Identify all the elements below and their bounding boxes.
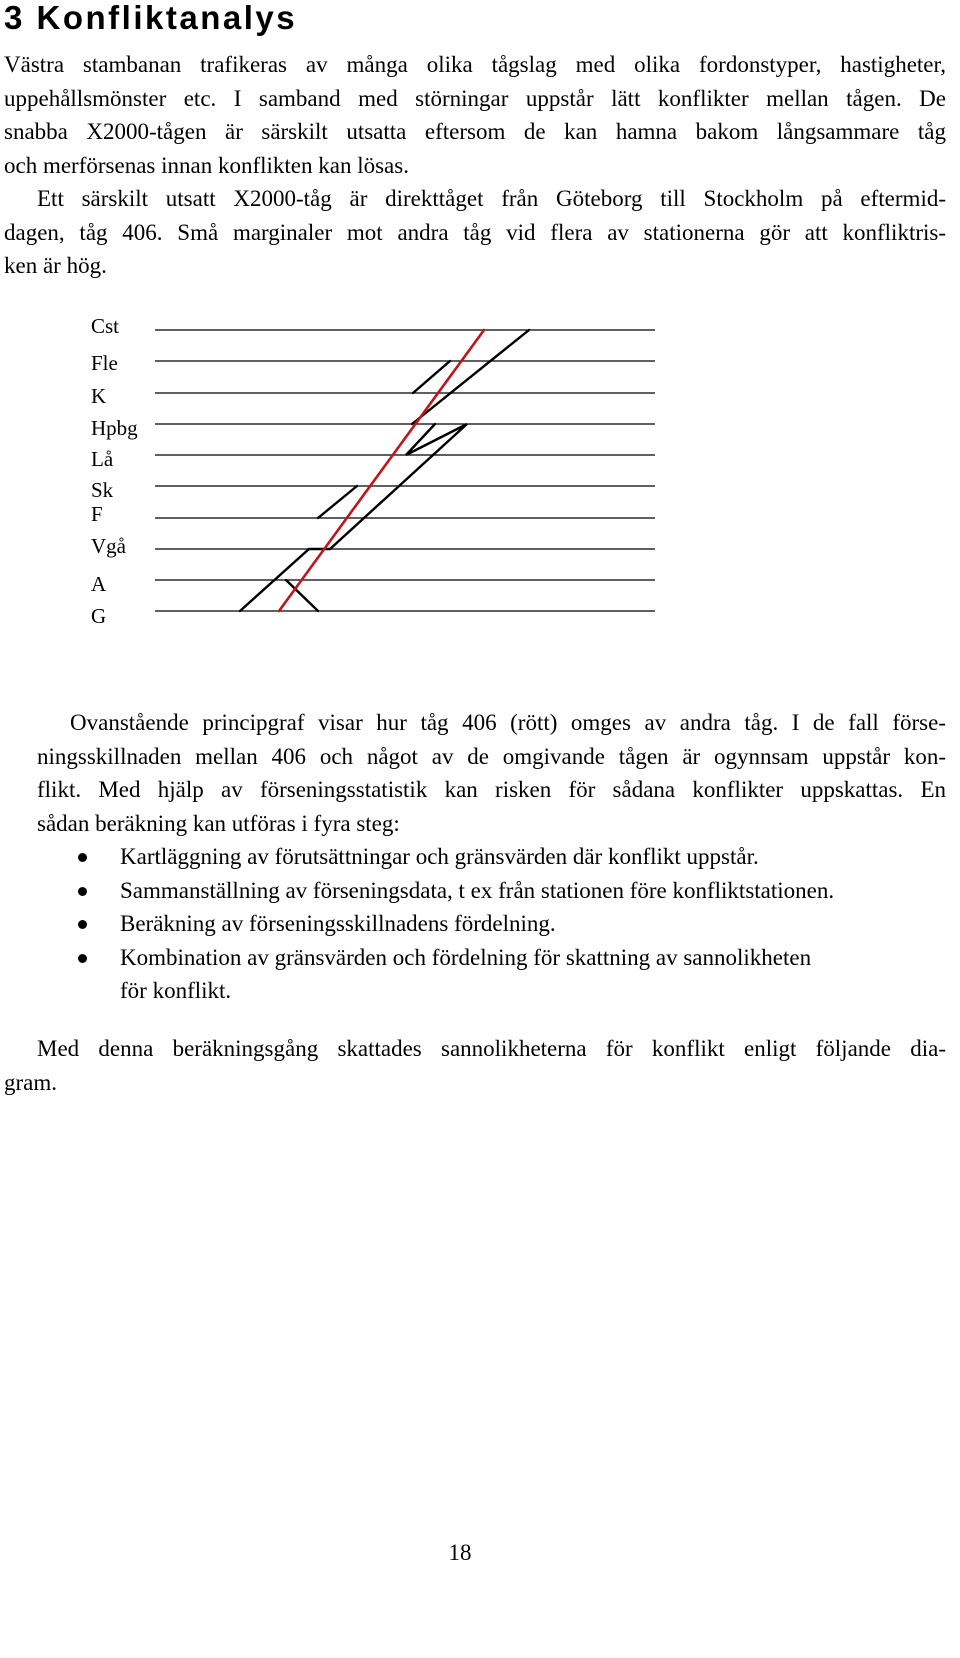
bullet-icon — [78, 954, 87, 963]
text-line: gram. — [4, 1069, 58, 1095]
other-train-paths — [240, 330, 529, 611]
text-line: Ovanstående principgraf visar hur tåg 406 (rött) omges av andra tåg. I de fall förse- — [70, 710, 946, 735]
station-label-vga: Vgå — [91, 534, 126, 558]
list-item-text: Kombination av gränsvärden och fördelning för skattning av sannolikheten — [120, 944, 812, 970]
list-item-text: för konflikt. — [120, 978, 232, 1003]
station-label-f: F — [91, 502, 103, 526]
text-line: flikt. Med hjälp av förseningsstatistik kan risken för sådana konflikter uppskattas. En — [37, 777, 946, 802]
station-label-k: K — [91, 384, 107, 408]
page-number: 18 — [448, 1540, 472, 1565]
section-heading: 3 Konfliktanalys — [4, 0, 298, 36]
list-item-text: Kartläggning av förutsättningar och gränsvärden där konflikt uppstår. — [120, 844, 759, 869]
bullet-icon — [78, 853, 87, 862]
station-labels — [91, 314, 138, 628]
train-406-path — [279, 330, 484, 611]
bullet-icon — [78, 920, 87, 929]
text-line: ningsskillnaden mellan 406 och något av de omgivande tågen är ogynnsam uppstår kon- — [37, 743, 946, 769]
text-line: Ett särskilt utsatt X2000-tåg är direkttåget från Göteborg till Stockholm på eftermid- — [37, 186, 946, 211]
list-item — [0, 840, 946, 874]
station-label-g: G — [91, 604, 107, 628]
other-train-path — [412, 330, 529, 424]
analysis-paragraph — [4, 706, 946, 840]
bullet-icon — [78, 887, 87, 896]
text-line: och merförsenas innan konflikten kan lösas. — [4, 152, 409, 178]
text-line: sådan beräkning kan utföras i fyra steg: — [37, 810, 400, 836]
list-item — [0, 941, 946, 1008]
text-line: ken är hög. — [4, 253, 107, 278]
text-line: uppehållsmönster etc. I samband med störningar uppstår lätt konflikter mellan tågen. De — [4, 85, 946, 111]
station-label-cst: Cst — [91, 314, 120, 338]
station-label-la: Lå — [91, 447, 114, 471]
list-item — [0, 907, 946, 941]
example-paragraph — [4, 182, 946, 283]
text-line: dagen, tåg 406. Små marginaler mot andra tåg vid flera av stationerna gör att konfliktris- — [4, 219, 946, 245]
intro-paragraph — [4, 48, 946, 182]
text-line: Västra stambanan trafikeras av många olika tågslag med olika fordonstyper, hastigheter, — [4, 52, 946, 77]
closing-paragraph — [4, 1032, 946, 1099]
text-line: Med denna beräkningsgång skattades sannolikheterna för konflikt enligt följande dia- — [37, 1036, 946, 1061]
station-label-hpbg: Hpbg — [91, 416, 138, 440]
other-train-path — [413, 361, 450, 393]
station-lines — [155, 330, 655, 611]
station-label-fle: Fle — [91, 351, 118, 375]
station-label-sk: Sk — [91, 478, 114, 502]
list-item-text: Sammanställning av förseningsdata, t ex från stationen före konfliktstationen. — [120, 877, 835, 903]
list-item — [0, 874, 946, 908]
text-line: snabba X2000-tågen är särskilt utsatta eftersom de kan hamna bakom långsammare tåg — [4, 119, 946, 144]
list-item-text: Beräkning av förseningsskillnadens fördelning. — [120, 911, 556, 936]
train-graph-diagram — [0, 300, 700, 640]
step-list — [0, 840, 946, 1008]
station-label-a: A — [91, 572, 107, 596]
